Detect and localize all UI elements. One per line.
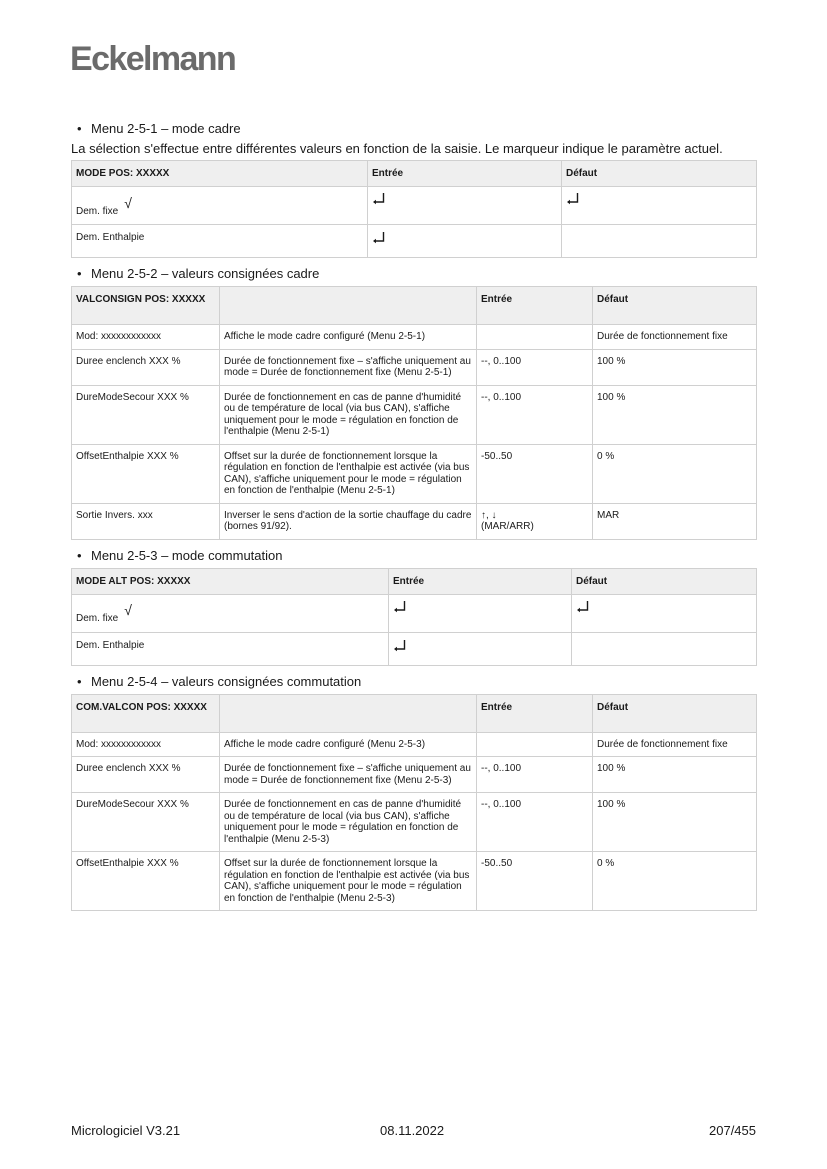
column-header: Entrée — [477, 287, 593, 325]
enter-key-icon — [372, 193, 386, 205]
row-label: Dem. Enthalpie — [76, 639, 145, 651]
entry-cell — [389, 594, 572, 632]
description-cell: Offset sur la durée de fonctionnement lorsque la régulation en fonction de l'enthalpie est activée (via bus CAN), s'affiche uniquement pour le mode = régulation en fonction de l'enthalpie (Menu 2-5-3) — [220, 852, 477, 911]
row-label-cell — [72, 632, 389, 665]
default-cell — [572, 632, 757, 665]
default-cell: 100 % — [593, 349, 757, 385]
row-label-cell — [72, 187, 368, 225]
table-row — [72, 503, 757, 539]
checkmark-icon: √ — [124, 602, 132, 618]
default-cell: 100 % — [593, 385, 757, 444]
column-header: Défaut — [562, 161, 757, 187]
enter-key-icon — [566, 193, 580, 205]
entry-cell: -50..50 — [477, 444, 593, 503]
entry-cell — [477, 325, 593, 350]
description-cell: Offset sur la durée de fonctionnement lorsque la régulation en fonction de l'enthalpie est activée (via bus CAN), s'affiche uniquement pour le mode = régulation en fonction de l'enthalpie (Menu 2-5-1) — [220, 444, 477, 503]
column-header: Entrée — [368, 161, 562, 187]
description-cell: Affiche le mode cadre configuré (Menu 2-5-3) — [220, 732, 477, 757]
valconsign-table — [71, 286, 757, 540]
section-heading-text: Menu 2-5-1 – mode cadre — [91, 121, 241, 136]
table-row — [72, 385, 757, 444]
mode-commutation-table — [71, 568, 757, 666]
parameter-cell: DureModeSecour XXX % — [72, 793, 220, 852]
column-header — [220, 694, 477, 732]
column-header: MODE ALT POS: XXXXX — [72, 568, 389, 594]
column-header — [220, 287, 477, 325]
table-row — [72, 444, 757, 503]
section-heading-text: Menu 2-5-4 – valeurs consignées commutation — [91, 673, 362, 689]
section-heading: • Menu 2-5-2 – valeurs consignées cadre — [77, 266, 320, 281]
row-label: Dem. Enthalpie — [76, 232, 145, 243]
footer-page-number: 207/455 — [709, 1123, 756, 1138]
page-content — [71, 121, 756, 919]
default-cell: 0 % — [593, 852, 757, 911]
default-cell: Durée de fonctionnement fixe — [593, 325, 757, 350]
default-cell: 100 % — [593, 793, 757, 852]
com-valcon-table — [71, 694, 757, 912]
default-cell: Durée de fonctionnement fixe — [593, 732, 757, 757]
brand-logo: Eckelmann — [70, 40, 236, 78]
enter-key-icon — [576, 601, 590, 613]
entry-cell — [477, 732, 593, 757]
row-label: Dem. fixe — [76, 613, 119, 624]
description-cell: Durée de fonctionnement en cas de panne d'humidité ou de température de local (via bus CAN), s'affiche uniquement pour le mode = régulation en fonction de l'enthalpie (Menu 2-5-3) — [220, 793, 477, 852]
entry-cell: --, 0..100 — [477, 757, 593, 793]
entry-cell: --, 0..100 — [477, 349, 593, 385]
table-header-row — [72, 568, 757, 594]
description-cell: Durée de fonctionnement fixe – s'affiche uniquement au mode = Durée de fonctionnement fixe (Menu 2-5-1) — [220, 349, 477, 385]
enter-key-icon — [372, 232, 386, 244]
row-label: Dem. fixe — [76, 205, 119, 217]
entry-cell: ↑, ↓ (MAR/ARR) — [477, 503, 593, 539]
checkmark-icon: √ — [124, 194, 132, 211]
section-heading: • Menu 2-5-4 – valeurs consignées commutation — [77, 673, 362, 689]
column-header: Entrée — [389, 568, 572, 594]
section-heading-text: Menu 2-5-2 – valeurs consignées cadre — [91, 266, 320, 281]
section-heading-text: Menu 2-5-3 – mode commutation — [91, 547, 283, 563]
column-header: Défaut — [572, 568, 757, 594]
parameter-cell: DureModeSecour XXX % — [72, 385, 220, 444]
column-header: Défaut — [593, 694, 757, 732]
column-header: COM.VALCON POS: XXXXX — [72, 694, 220, 732]
section-heading: • Menu 2-5-3 – mode commutation — [77, 547, 283, 563]
entry-cell — [368, 225, 562, 258]
entry-cell — [389, 632, 572, 665]
parameter-cell: Duree enclench XXX % — [72, 349, 220, 385]
enter-key-icon — [393, 640, 407, 652]
table-row — [72, 632, 757, 665]
default-cell: 100 % — [593, 757, 757, 793]
column-header: Entrée — [477, 694, 593, 732]
footer-date: 08.11.2022 — [380, 1123, 445, 1138]
table-row — [72, 594, 757, 632]
parameter-cell: Mod: xxxxxxxxxxxx — [72, 325, 220, 350]
table-header-row — [72, 161, 757, 187]
description-cell: Affiche le mode cadre configuré (Menu 2-5-1) — [220, 325, 477, 350]
column-header: Défaut — [593, 287, 757, 325]
enter-key-icon — [393, 601, 407, 613]
mode-cadre-table — [71, 160, 757, 258]
entry-cell: -50..50 — [477, 852, 593, 911]
footer-firmware-version: Micrologiciel V3.21 — [71, 1123, 181, 1138]
parameter-cell: Duree enclench XXX % — [72, 757, 220, 793]
description-cell: Inverser le sens d'action de la sortie chauffage du cadre (bornes 91/92). — [220, 503, 477, 539]
default-cell — [572, 594, 757, 632]
parameter-cell: OffsetEnthalpie XXX % — [72, 444, 220, 503]
table-row — [72, 852, 757, 911]
default-cell: 0 % — [593, 444, 757, 503]
description-cell: Durée de fonctionnement en cas de panne d'humidité ou de température de local (via bus CAN), s'affiche uniquement pour le mode = régulation en fonction de l'enthalpie (Menu 2-5-1) — [220, 385, 477, 444]
table-row — [72, 187, 757, 225]
section-heading: • Menu 2-5-1 – mode cadre — [77, 121, 241, 136]
entry-cell: --, 0..100 — [477, 385, 593, 444]
row-label-cell — [72, 594, 389, 632]
entry-cell: --, 0..100 — [477, 793, 593, 852]
column-header: VALCONSIGN POS: XXXXX — [72, 287, 220, 325]
table-row — [72, 793, 757, 852]
default-cell: MAR — [593, 503, 757, 539]
parameter-cell: Mod: xxxxxxxxxxxx — [72, 732, 220, 757]
table-row — [72, 225, 757, 258]
column-header: MODE POS: XXXXX — [72, 161, 368, 187]
default-cell — [562, 187, 757, 225]
row-label-cell — [72, 225, 368, 258]
table-header-row — [72, 287, 757, 325]
parameter-cell: OffsetEnthalpie XXX % — [72, 852, 220, 911]
table-row — [72, 732, 757, 757]
table-header-row — [72, 694, 757, 732]
intro-paragraph: La sélection s'effectue entre différentes valeurs en fonction de la saisie. Le marqueur indique le paramètre actuel. — [71, 141, 723, 156]
table-row — [72, 349, 757, 385]
default-cell — [562, 225, 757, 258]
table-row — [72, 757, 757, 793]
description-cell: Durée de fonctionnement fixe – s'affiche uniquement au mode = Durée de fonctionnement fixe (Menu 2-5-3) — [220, 757, 477, 793]
table-row — [72, 325, 757, 350]
parameter-cell: Sortie Invers. xxx — [72, 503, 220, 539]
entry-cell — [368, 187, 562, 225]
